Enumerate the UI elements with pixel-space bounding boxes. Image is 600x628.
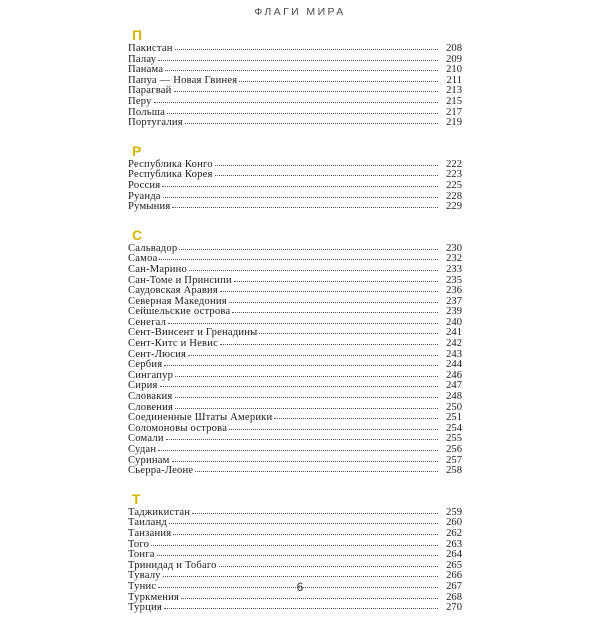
entry-page-number: 267 xyxy=(446,580,462,592)
entry-page-number: 232 xyxy=(446,253,462,265)
entry-page-number: 235 xyxy=(446,274,462,286)
toc-section xyxy=(128,27,462,129)
toc-entry xyxy=(128,307,462,318)
dot-leader xyxy=(158,59,438,61)
running-header: ФЛАГИ МИРА xyxy=(254,6,346,18)
country-name: Тунис xyxy=(128,580,157,592)
country-name: Республика Конго xyxy=(128,158,213,170)
entry-page-number: 209 xyxy=(446,53,462,65)
country-name: Польша xyxy=(128,106,165,118)
entry-page-number: 236 xyxy=(446,285,462,297)
entry-page-number: 241 xyxy=(446,327,462,339)
country-name: Румыния xyxy=(128,201,171,213)
entry-page-number: 266 xyxy=(446,570,462,582)
dot-leader xyxy=(229,428,438,430)
toc-entry xyxy=(128,97,462,108)
entry-page-number: 211 xyxy=(446,74,462,86)
country-name: Португалия xyxy=(128,117,183,129)
country-name: Суринам xyxy=(128,454,170,466)
toc-entry xyxy=(128,76,462,87)
country-name: Тонга xyxy=(128,549,155,561)
toc-entry xyxy=(128,445,462,456)
dot-leader xyxy=(220,343,438,345)
country-name: Танзания xyxy=(128,527,172,539)
country-name: Судан xyxy=(128,444,157,455)
country-name: Сейшельские острова xyxy=(128,306,231,318)
toc-entry xyxy=(128,434,462,445)
entry-page-number: 259 xyxy=(446,506,462,518)
entry-page-number: 239 xyxy=(446,306,462,318)
dot-leader xyxy=(173,533,438,535)
entry-page-number: 223 xyxy=(446,169,462,181)
entry-page-number: 256 xyxy=(446,444,462,455)
dot-leader xyxy=(215,164,438,166)
country-name: Россия xyxy=(128,179,161,191)
entry-page-number: 229 xyxy=(446,201,462,213)
entry-page-number: 228 xyxy=(446,190,462,202)
country-name: Сербия xyxy=(128,359,163,371)
toc-entry xyxy=(128,192,462,203)
entry-page-number: 246 xyxy=(446,369,462,381)
toc-entry xyxy=(128,603,462,614)
country-name: Тринидад и Тобаго xyxy=(128,559,217,571)
entry-page-number: 208 xyxy=(446,43,462,54)
country-name: Соломоновы острова xyxy=(128,422,228,434)
country-name: Папуа — Новая Гвинея xyxy=(128,74,238,86)
toc-entry xyxy=(128,350,462,361)
dot-leader xyxy=(175,48,438,50)
entry-page-number: 251 xyxy=(446,412,462,424)
dot-leader xyxy=(189,269,438,271)
toc-entry xyxy=(128,55,462,66)
country-name: Тувалу xyxy=(128,570,161,582)
entry-page-number: 222 xyxy=(446,158,462,170)
entry-page-number: 248 xyxy=(446,391,462,403)
entry-page-number: 233 xyxy=(446,263,462,275)
entry-page-number: 264 xyxy=(446,549,462,561)
entry-page-number: 265 xyxy=(446,559,462,571)
country-name: Сингапур xyxy=(128,369,174,381)
country-name: Сенегал xyxy=(128,316,167,328)
toc-entry xyxy=(128,371,462,382)
entry-page-number: 217 xyxy=(446,106,462,118)
country-name: Руанда xyxy=(128,190,161,202)
country-name: Сомали xyxy=(128,433,164,445)
country-name: Сальвадор xyxy=(128,242,178,254)
dot-leader xyxy=(234,280,438,282)
country-name: Сан-Томе и Принсипи xyxy=(128,274,232,286)
toc-entry xyxy=(128,518,462,529)
entry-page-number: 268 xyxy=(446,591,462,603)
dot-leader xyxy=(172,206,438,208)
country-name: Парагвай xyxy=(128,85,172,97)
entry-page-number: 270 xyxy=(446,602,462,614)
entry-page-number: 213 xyxy=(446,85,462,97)
entry-page-number: 247 xyxy=(446,380,462,392)
country-name: Перу xyxy=(128,95,152,107)
dot-leader xyxy=(169,522,438,524)
dot-leader xyxy=(160,385,438,387)
toc-entry xyxy=(128,86,462,97)
dot-leader xyxy=(239,80,438,82)
country-name: Республика Корея xyxy=(128,169,213,181)
dot-leader xyxy=(157,554,438,556)
country-name: Турция xyxy=(128,602,162,614)
dot-leader xyxy=(172,460,438,462)
section-letter: Р xyxy=(132,142,142,159)
dot-leader xyxy=(163,575,438,577)
toc-entry xyxy=(128,508,462,519)
toc-entry xyxy=(128,265,462,276)
dot-leader xyxy=(185,122,438,124)
page-number: 6 xyxy=(296,580,304,594)
toc-section xyxy=(128,227,462,477)
dot-leader xyxy=(179,248,438,250)
entry-page-number: 219 xyxy=(446,117,462,129)
entry-page-number: 263 xyxy=(446,538,462,550)
toc-entry xyxy=(128,529,462,540)
dot-leader xyxy=(162,185,438,187)
entry-page-number: 242 xyxy=(446,338,462,350)
country-name: Сент-Люсия xyxy=(128,348,187,360)
country-name: Туркмения xyxy=(128,591,180,603)
dot-leader xyxy=(215,174,438,176)
dot-leader xyxy=(165,69,438,71)
dot-leader xyxy=(154,101,438,103)
dot-leader xyxy=(192,512,438,514)
entry-page-number: 215 xyxy=(446,95,462,107)
dot-leader xyxy=(168,322,438,324)
dot-leader xyxy=(166,438,438,440)
table-of-contents xyxy=(128,27,462,628)
country-name: Таиланд xyxy=(128,517,168,529)
entry-page-number: 240 xyxy=(446,316,462,328)
toc-entry xyxy=(128,244,462,255)
country-name: Того xyxy=(128,538,150,550)
dot-leader xyxy=(229,301,438,303)
country-name: Словакия xyxy=(128,391,173,403)
dot-leader xyxy=(274,417,438,419)
entry-page-number: 225 xyxy=(446,179,462,191)
toc-section xyxy=(128,491,462,614)
toc-entry xyxy=(128,466,462,477)
country-name: Сент-Винсент и Гренадины xyxy=(128,327,258,339)
dot-leader xyxy=(159,258,438,260)
dot-leader xyxy=(259,332,438,334)
dot-leader xyxy=(164,607,438,609)
toc-entry xyxy=(128,540,462,551)
toc-entry xyxy=(128,561,462,572)
dot-leader xyxy=(151,544,438,546)
entry-page-number: 243 xyxy=(446,348,462,360)
country-name: Сент-Китс и Невис xyxy=(128,338,219,350)
toc-entry xyxy=(128,381,462,392)
dot-leader xyxy=(164,364,438,366)
entry-page-number: 210 xyxy=(446,64,462,76)
dot-leader xyxy=(174,90,438,92)
dot-leader xyxy=(188,354,438,356)
dot-leader xyxy=(167,112,438,114)
country-name: Сьерра-Леоне xyxy=(128,465,194,477)
toc-section xyxy=(128,143,462,213)
toc-entry xyxy=(128,181,462,192)
entry-page-number: 237 xyxy=(446,295,462,307)
entry-page-number: 258 xyxy=(446,465,462,477)
toc-entry xyxy=(128,424,462,435)
country-name: Пакистан xyxy=(128,43,173,54)
entry-page-number: 262 xyxy=(446,527,462,539)
country-name: Палау xyxy=(128,53,157,65)
dot-leader xyxy=(175,375,438,377)
dot-leader xyxy=(232,311,438,313)
toc-entry xyxy=(128,360,462,371)
dot-leader xyxy=(220,290,438,292)
toc-entry xyxy=(128,392,462,403)
entry-page-number: 254 xyxy=(446,422,462,434)
country-name: Таджикистан xyxy=(128,506,191,518)
country-name: Соединенные Штаты Америки xyxy=(128,412,273,424)
toc-entry xyxy=(128,593,462,604)
country-name: Самоа xyxy=(128,253,158,265)
country-name: Сан-Марино xyxy=(128,263,188,275)
country-name: Северная Македония xyxy=(128,295,227,307)
dot-leader xyxy=(219,565,438,567)
entry-page-number: 230 xyxy=(446,242,462,254)
toc-entry xyxy=(128,170,462,181)
dot-leader xyxy=(158,449,438,451)
toc-entry xyxy=(128,118,462,129)
entry-page-number: 255 xyxy=(446,433,462,445)
country-name: Панама xyxy=(128,64,164,76)
entry-page-number: 257 xyxy=(446,454,462,466)
entry-page-number: 244 xyxy=(446,359,462,371)
entry-page-number: 260 xyxy=(446,517,462,529)
dot-leader xyxy=(181,597,438,599)
entry-page-number: 250 xyxy=(446,401,462,413)
section-letter: П xyxy=(132,27,143,43)
toc-entry xyxy=(128,202,462,213)
section-letter: С xyxy=(132,226,143,243)
toc-entry xyxy=(128,44,462,55)
country-name: Саудовская Аравия xyxy=(128,285,218,297)
section-letter: Т xyxy=(132,490,141,507)
dot-leader xyxy=(163,196,438,198)
country-name: Сирия xyxy=(128,380,158,392)
country-name: Словения xyxy=(128,401,174,413)
dot-leader xyxy=(175,396,438,398)
dot-leader xyxy=(175,407,438,409)
dot-leader xyxy=(195,470,438,472)
